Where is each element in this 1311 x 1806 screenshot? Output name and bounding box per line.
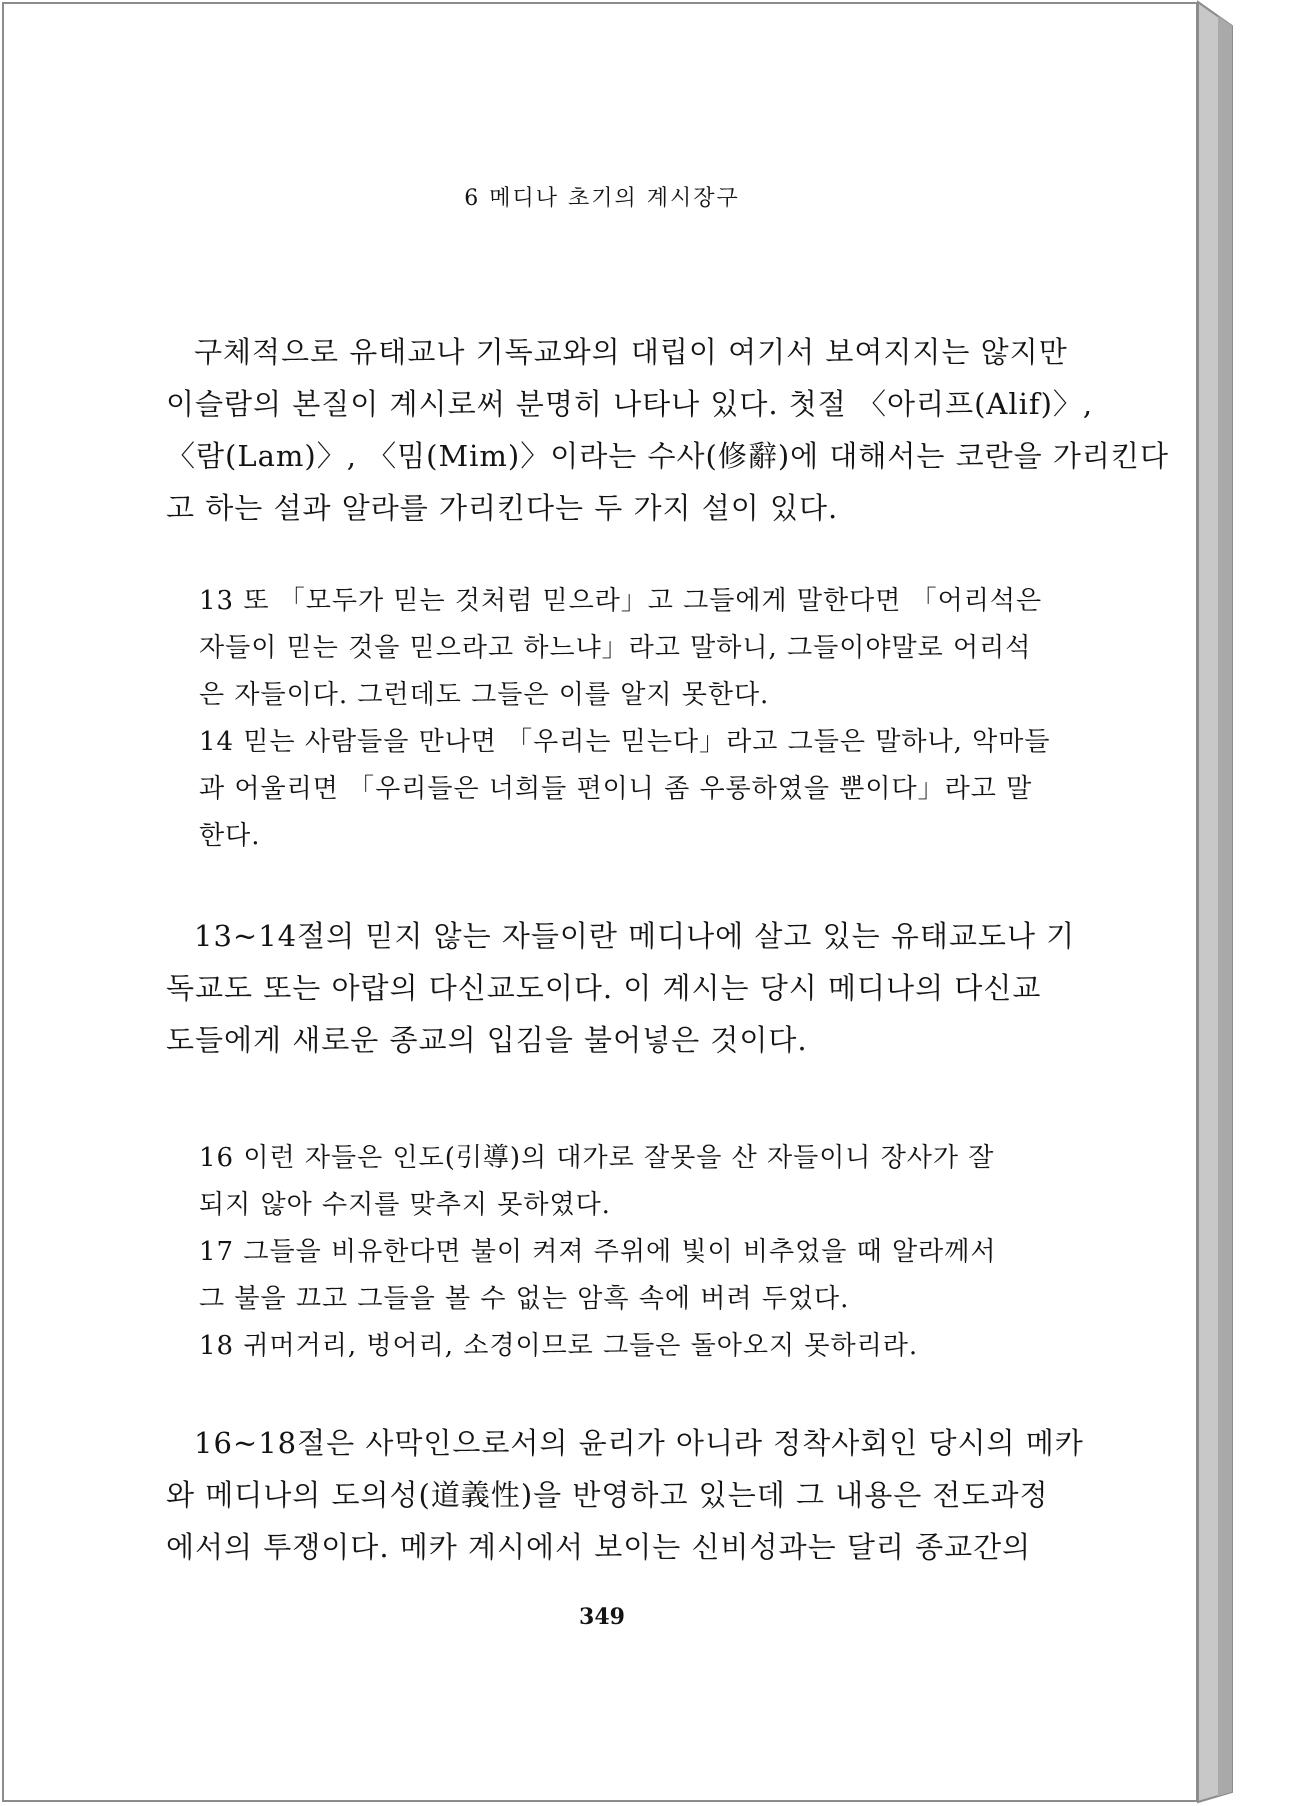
verse-line: 되지 않아 수지를 맞추지 못하였다. <box>199 1190 611 1220</box>
verse-line: 자들이 믿는 것을 믿으라고 하느냐」라고 말하니, 그들이야말로 어리석 <box>199 633 1032 663</box>
verse-line: 14 믿는 사람들을 만나면 「우리는 믿는다」라고 그들은 말하나, 악마들 <box>199 727 1051 757</box>
body-paragraph-2 <box>166 910 1076 1066</box>
paragraph-line: 이슬람의 본질이 계시로써 분명히 나타나 있다. 첫절 〈아리프(Alif)〉, <box>166 387 1094 421</box>
paragraph-line: 16~18절은 사막인으로서의 윤리가 아니라 정착사회인 당시의 메카 <box>194 1426 1084 1460</box>
paragraph-line: 구체적으로 유태교나 기독교와의 대립이 여기서 보여지지는 않지만 <box>194 335 1068 369</box>
body-paragraph-3 <box>166 1417 1084 1573</box>
page-number: 349 <box>579 1604 625 1630</box>
verse-block-1 <box>199 578 1051 860</box>
book-edge-graphic <box>1198 2 1233 1802</box>
verse-line: 17 그들을 비유한다면 불이 켜져 주위에 빛이 비추었을 때 알라께서 <box>199 1237 997 1267</box>
verse-line: 과 어울리면 「우리들은 너희들 편이니 좀 우롱하였을 뿐이다」라고 말 <box>199 774 1033 804</box>
verse-line: 13 또 「모두가 믿는 것처럼 믿으라」고 그들에게 말한다면 「어리석은 <box>199 586 1043 616</box>
paragraph-line: 에서의 투쟁이다. 메카 계시에서 보이는 신비성과는 달리 종교간의 <box>166 1530 1032 1564</box>
running-head: 6 메디나 초기의 계시장구 <box>464 186 740 211</box>
paragraph-line: 독교도 또는 아랍의 다신교도이다. 이 계시는 당시 메디나의 다신교 <box>166 971 1042 1005</box>
paragraph-line: 도들에게 새로운 종교의 입김을 불어넣은 것이다. <box>166 1023 808 1057</box>
verse-line: 18 귀머거리, 벙어리, 소경이므로 그들은 돌아오지 못하리라. <box>199 1331 919 1361</box>
body-paragraph-1 <box>166 326 1169 534</box>
verse-line: 은 자들이다. 그런데도 그들은 이를 알지 못한다. <box>199 680 770 710</box>
paragraph-line: 13~14절의 믿지 않는 자들이란 메디나에 살고 있는 유태교도나 기 <box>194 919 1076 953</box>
paragraph-line: 와 메디나의 도의성(道義性)을 반영하고 있는데 그 내용은 전도과정 <box>166 1478 1049 1512</box>
book-edge <box>1198 2 1233 1802</box>
book-page <box>2 2 1198 1802</box>
verse-line: 한다. <box>199 821 261 851</box>
verse-block-2 <box>199 1135 1029 1370</box>
verse-line: 16 이런 자들은 인도(引導)의 대가로 잘못을 산 자들이니 장사가 잘 <box>199 1143 995 1173</box>
paragraph-line: 〈람(Lam)〉, 〈밈(Mim)〉이라는 수사(修辭)에 대해서는 코란을 가리킨다 <box>166 439 1169 473</box>
verse-line: 그 불을 끄고 그들을 볼 수 없는 암흑 속에 버려 두었다. <box>199 1284 850 1314</box>
paragraph-line: 고 하는 설과 알라를 가리킨다는 두 가지 설이 있다. <box>166 491 839 525</box>
